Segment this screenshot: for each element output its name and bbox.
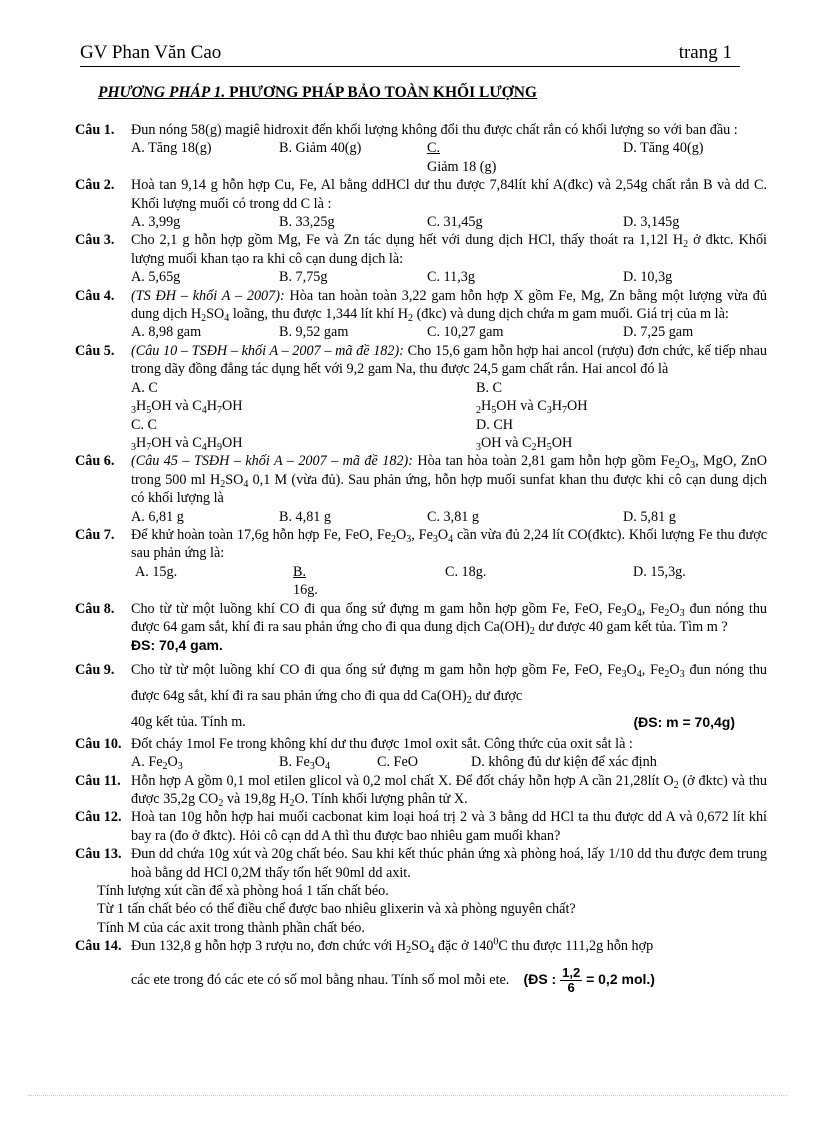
- answer-options: [131, 323, 767, 341]
- question-9: [75, 657, 767, 735]
- option-d: D. $CH_3OH$ và $C_2H_5OH$: [476, 416, 573, 453]
- footer-dotted-line: [28, 1095, 788, 1097]
- section-title: [98, 84, 537, 102]
- option-a: A. Tăng 18(g): [131, 140, 212, 157]
- author-name: GV Phan Văn Cao: [80, 42, 222, 63]
- sub-question-1: Tính lượng xút cần để xà phòng hoá 1 tấn chất béo.: [97, 883, 389, 900]
- question-7: [75, 526, 767, 600]
- question-number: Câu 13.: [75, 846, 122, 863]
- option-d: D. 15,3g.: [633, 563, 686, 580]
- question-text: Đun 132,8 g hỗn hợp 3 rượu no, đơn chức với $H_2SO_4$ đặc ở $140^0C$ thu được 111,2g hỗn hợp: [131, 936, 654, 957]
- question-8: [75, 600, 767, 655]
- option-b: B. $C_2H_5OH$ và $C_3H_7OH$: [476, 379, 588, 417]
- question-text-end: các ete trong đó các ete có số mol bằng nhau. Tính số mol mỗi ete. (ĐS : $\frac{1,2}{6}$ = 0,2 mol.): [131, 964, 655, 995]
- question-text: Đun nóng 58(g) magiê hidroxit đến khối lượng không đổi thu được chất rắn có khối lượng so với ban đầu :: [131, 122, 738, 138]
- option-c: C. 10,27 gam: [427, 324, 504, 341]
- title-prefix: PHƯƠNG PHÁP 1.: [98, 84, 226, 101]
- option-d: D. Tăng 40(g): [623, 140, 704, 157]
- sub-question-3: Tính M của các axit trong thành phần chất béo.: [97, 919, 365, 936]
- option-c: C. 3,81 g: [427, 508, 480, 525]
- question-number: Câu 12.: [75, 809, 122, 826]
- answer-options: [131, 416, 767, 453]
- question-10: [75, 735, 767, 772]
- option-a: A. $C_3H_5OH$ và $C_4H_7OH$: [131, 379, 243, 417]
- question-text: Đun dd chứa 10g xút và 20g chất béo. Sau khi kết thúc phản ứng xà phòng hoá, lấy 1/10 dd thu được đem trung hoà bằng dd HCl 0,2M thấy tốn hết 90ml dd axit.: [131, 846, 767, 881]
- question-number: Câu 10.: [75, 735, 122, 752]
- answer-options: [131, 139, 767, 176]
- question-text: Hoà tan 10g hỗn hợp hai muối cacbonat kim loại hoá trị 2 và 3 bằng dd HCl ta thu được dd A và 0,672 lít khí bay ra (đo ở đktc). Hỏi cô cạn dd A thì thu được bao nhiêu gam muối khan?: [131, 809, 767, 844]
- question-number: Câu 1.: [75, 122, 115, 138]
- question-text: Cho 2,1 g hỗn hợp gồm Mg, Fe và Zn tác dụng hết với dung dịch HCl, thấy thoát ra 1,12l $H_2$ ở đktc. Khối lượng muối khan tạo ra khi cô cạn dung dịch là:: [131, 232, 767, 267]
- question-11: [75, 772, 767, 809]
- question-text: Hoà tan 9,14 g hỗn hợp Cu, Fe, Al bằng ddHCl dư thu được 7,84lít khí A(đkc) và 2,54g chất rắn B và dd C. Khối lượng muối có trong dd C là :: [131, 177, 767, 212]
- question-text: Đốt cháy 1mol Fe trong không khí dư thu được 1mol oxit sắt. Công thức của oxit sắt là :: [131, 735, 633, 752]
- option-a: A. 3,99g: [131, 214, 181, 231]
- question-text: Hỗn hợp A gồm 0,1 mol etilen glicol và 0,2 mol chất X. Để đốt cháy hỗn hợp A cần 21,28lít $O_2$ (ở đktc) và thu được 35,2g $CO_2$ và 19,8g $H_2O$. Tính khối lượng phân tử X.: [131, 772, 767, 809]
- option-b: B. 4,81 g: [279, 508, 332, 525]
- answer-options: [131, 753, 767, 771]
- option-c: C. FeO: [377, 754, 418, 771]
- answer-note: ĐS: 70,4 gam.: [131, 637, 223, 654]
- answer-note: (ĐS: m = 70,4g): [633, 713, 735, 730]
- answer-options: [131, 379, 767, 416]
- question-text: Cho từ từ một luồng khí CO đi qua ống sứ đựng m gam hỗn hợp gồm Fe, FeO, $Fe_3O_4$, $Fe_2O_3$ đun nóng thu được 64g sắt, khí đi ra sau phản ứng cho đi qua dd $Ca(OH)_2$ dư được: [131, 661, 768, 706]
- option-b: B. 9,52 gam: [279, 324, 349, 341]
- answer-options: [131, 508, 767, 526]
- option-b: B. 33,25g: [279, 214, 335, 231]
- question-text: (Câu 10 – TSĐH – khối A – 2007 – mã đề 182): Cho 15,6 gam hỗn hợp hai ancol (rượu) đơn chức, kế tiếp nhau trong dãy đồng đẳng tác dụng hết với 9,2 gam Na, thu được 24,5 gam chất rắn. Hai ancol đó là: [131, 342, 767, 378]
- page-number: trang 1: [678, 42, 732, 63]
- question-number: Câu 6.: [75, 453, 115, 470]
- question-text: Để khử hoàn toàn 17,6g hỗn hợp Fe, FeO, $Fe_2O_3$, $Fe_3O_4$ cần vừa đủ 2,24 lít CO(đktc). Khối lượng Fe thu được sau phản ứng là:: [131, 526, 767, 562]
- question-number: Câu 4.: [75, 287, 115, 304]
- question-text: (TS ĐH – khối A – 2007): Hòa tan hoàn toàn 3,22 gam hỗn hợp X gồm Fe, Mg, Zn bằng một lượng vừa đủ dung dịch $H_2SO_4$ loãng, thu được 1,344 lít khí $H_2$ (đkc) và dung dịch chứa m gam muối. Giá trị của m là:: [131, 287, 767, 325]
- question-2: [75, 176, 767, 231]
- question-1: [75, 121, 767, 176]
- option-c: C. $C_3H_7OH$ và $C_4H_9OH$: [131, 416, 243, 453]
- page-header: [80, 40, 740, 67]
- question-13: [75, 845, 767, 882]
- question-list: [75, 121, 767, 995]
- option-b: B. 7,75g: [279, 269, 328, 286]
- option-c: C. 31,45g: [427, 214, 483, 231]
- option-d: D. 3,145g: [623, 214, 680, 231]
- sub-question-2: Từ 1 tấn chất béo có thể điều chế được bao nhiêu glixerin và xà phòng nguyên chất?: [97, 901, 576, 918]
- question-number: Câu 7.: [75, 526, 115, 543]
- option-a: A. 6,81 g: [131, 508, 184, 525]
- option-b: B. Giảm 40(g): [279, 140, 362, 157]
- title-main: PHƯƠNG PHÁP BẢO TOÀN KHỐI LƯỢNG: [225, 84, 537, 101]
- answer-note: (ĐS : $\frac{1,2}{6}$ = 0,2 mol.): [523, 964, 655, 995]
- answer-options: [131, 268, 767, 286]
- question-number: Câu 2.: [75, 177, 115, 194]
- option-d: D. 7,25 gam: [623, 324, 694, 341]
- question-number: Câu 11.: [75, 772, 121, 789]
- option-a: A. 5,65g: [131, 269, 181, 286]
- question-3: [75, 231, 767, 286]
- answer-options: [131, 213, 767, 231]
- option-c: C. 18g.: [445, 563, 487, 580]
- option-a: A. $Fe_2O_3$: [131, 754, 183, 773]
- question-number: Câu 5.: [75, 342, 115, 359]
- option-b: B.16g.: [293, 563, 318, 599]
- question-number: Câu 3.: [75, 232, 115, 249]
- question-4: [75, 287, 767, 342]
- option-b: B. $Fe_3O_4$: [279, 754, 330, 773]
- fraction: $\frac{1,2}{6}$: [562, 964, 581, 995]
- question-number: Câu 14.: [75, 938, 122, 955]
- option-d: D. 10,3g: [623, 269, 673, 286]
- question-14: [75, 937, 767, 994]
- option-c: C.Giảm 18 (g): [427, 140, 497, 175]
- question-text-end: 40g kết tủa. Tính m. (ĐS: m = 70,4g): [131, 709, 767, 735]
- question-6: [75, 452, 767, 526]
- question-5: [75, 342, 767, 452]
- question-number: Câu 9.: [75, 661, 115, 678]
- question-text: (Câu 45 – TSĐH – khối A – 2007 – mã đề 182): Hòa tan hòa toàn 2,81 gam hỗn hợp gồm $Fe_2O_3$, MgO, ZnO trong 500 ml $H_2SO_4$ 0,1 M (vừa đủ). Sau phản ứng, hỗn hợp muối sunfat khan thu được khi cô cạn dung dịch có khối lượng là: [131, 453, 767, 507]
- answer-options: [131, 563, 767, 600]
- option-d: D. không đủ dư kiện để xác định: [471, 754, 657, 771]
- option-d: D. 5,81 g: [623, 508, 676, 525]
- question-text: Cho từ từ một luồng khí CO đi qua ống sứ đựng m gam hỗn hợp gồm Fe, FeO, $Fe_3O_4$, $Fe_2O_3$ đun nóng thu được 64 gam sắt, khí đi ra sau phản ứng cho đi qua dung dịch $Ca(OH)_2$ dư được 40 gam kết tủa. Tìm m ?: [131, 600, 768, 637]
- question-number: Câu 8.: [75, 600, 115, 617]
- option-a: A. 15g.: [135, 563, 178, 580]
- option-c: C. 11,3g: [427, 269, 475, 286]
- question-12: [75, 808, 767, 845]
- option-a: A. 8,98 gam: [131, 324, 202, 341]
